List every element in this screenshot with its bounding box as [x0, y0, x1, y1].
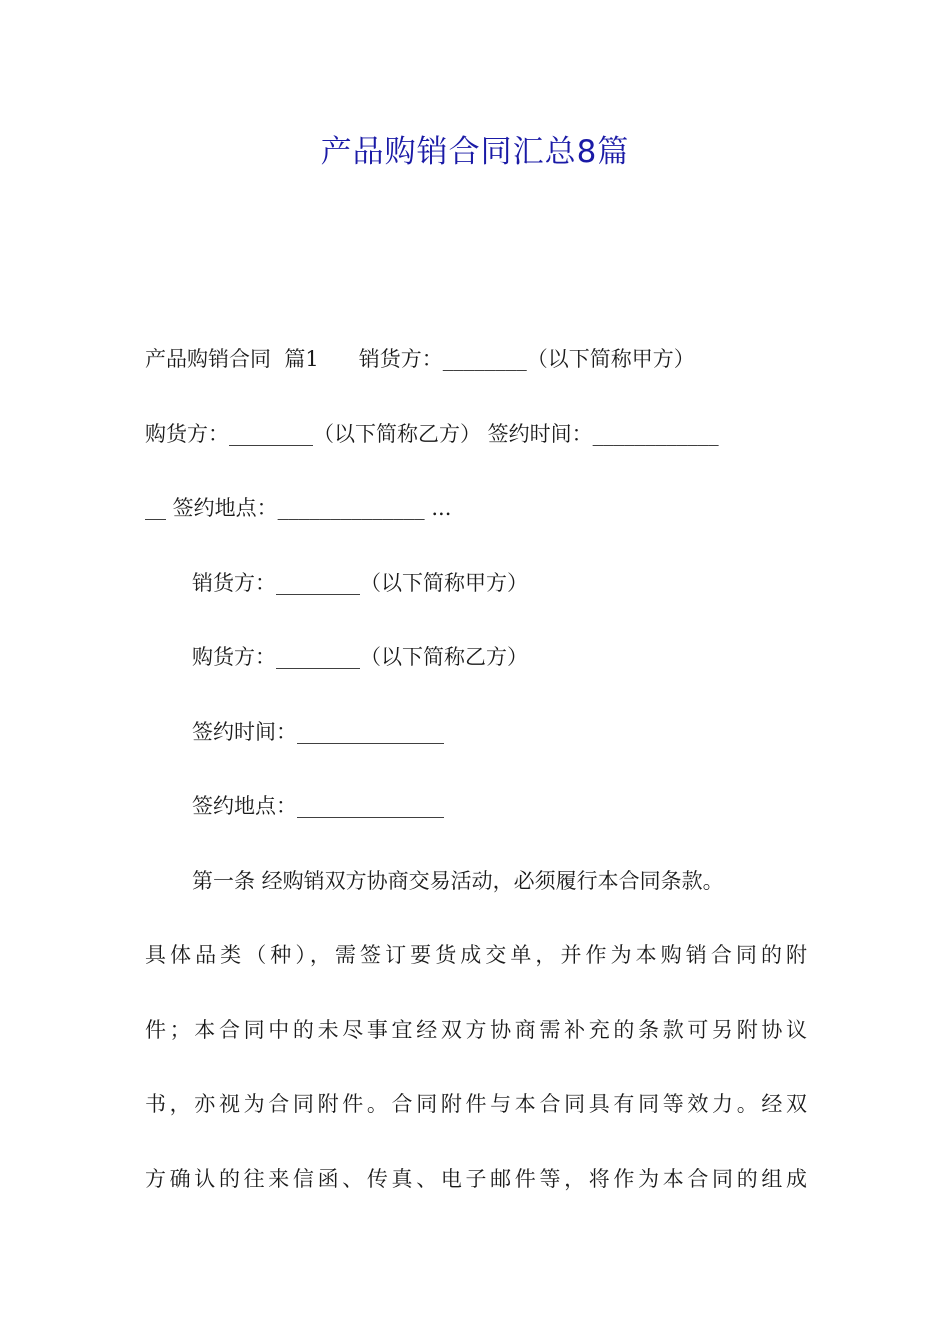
paragraph-line-3: __ 签约地点：______________ ...	[145, 496, 452, 520]
article-one-line-2: 具体品类（种），需签订要货成交单，并作为本购销合同的附	[145, 943, 807, 967]
paragraph-line-1: 产品购销合同 篇1 销货方：________（以下简称甲方）	[145, 347, 695, 371]
document-body	[145, 334, 807, 1228]
paragraph-line-2: 购货方：________（以下简称乙方） 签约时间：____________	[145, 421, 719, 446]
article-one-line-5: 方确认的往来信函、传真、电子邮件等，将作为本合同的组成	[145, 1166, 807, 1191]
buyer-line: 购货方：________（以下简称乙方）	[192, 645, 528, 669]
sign-place-line: 签约地点：______________	[192, 794, 444, 818]
sign-time-line: 签约时间：______________	[192, 719, 444, 744]
document-title: 产品购销合同汇总8篇	[320, 134, 630, 170]
seller-line: 销货方：________（以下简称甲方）	[192, 570, 528, 595]
article-one-line-4: 书，亦视为合同附件。合同附件与本合同具有同等效力。经双	[145, 1092, 807, 1116]
article-one-line-3: 件；本合同中的未尽事宜经双方协商需补充的条款可另附协议	[145, 1017, 807, 1042]
article-one-line-1: 第一条 经购销双方协商交易活动，必须履行本合同条款。	[192, 868, 724, 893]
